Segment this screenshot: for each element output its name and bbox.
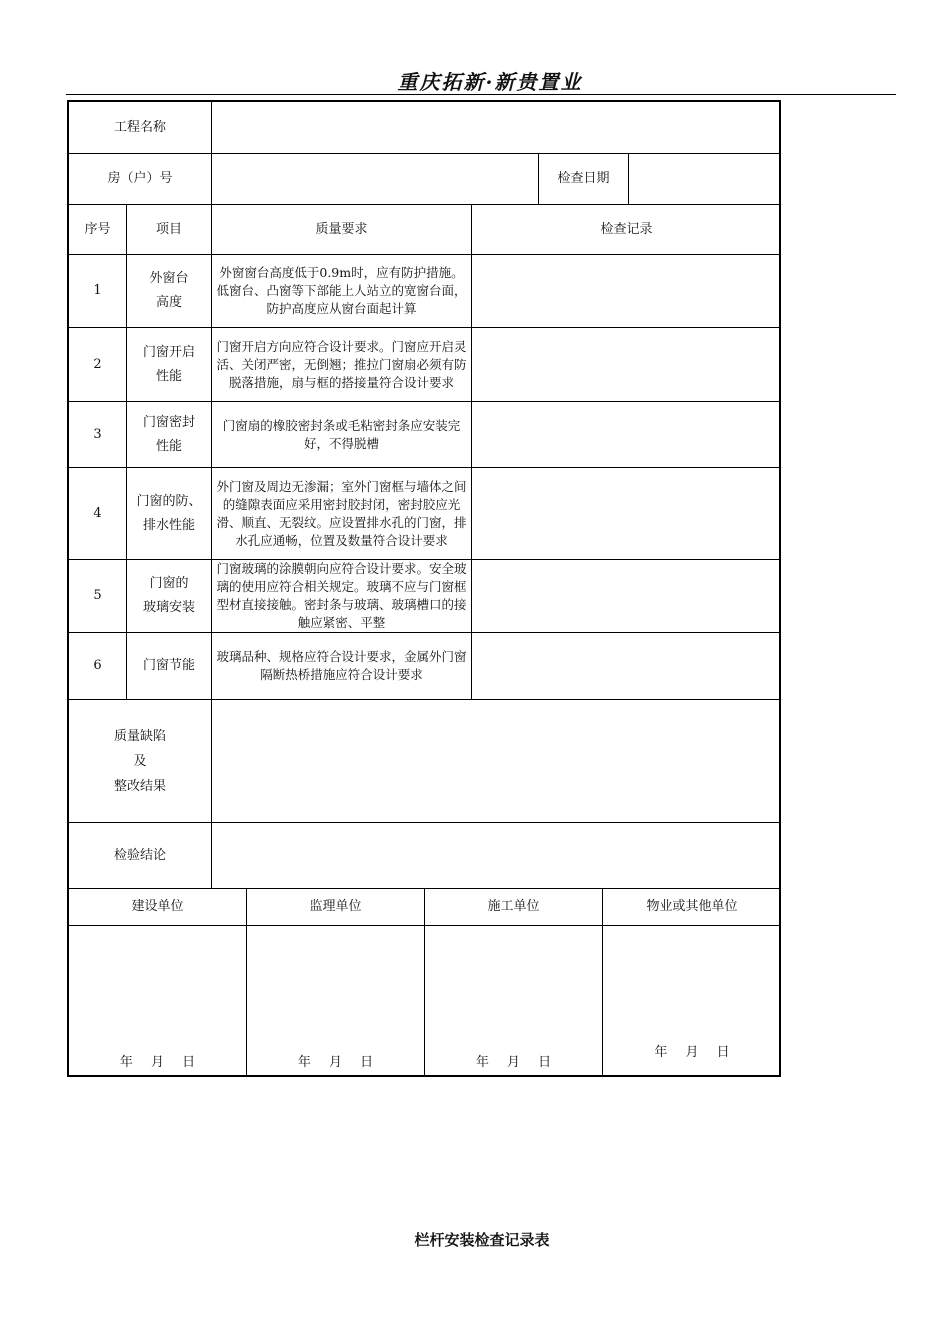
row-1-requirement: 外窗窗台高度低于0.9m时，应有防护措施。低窗台、凸窗等下部能上人站立的宽窗台面，防护高度应从窗台面起计算 (212, 255, 472, 328)
row-4-record[interactable] (472, 468, 781, 560)
row-2-item-line2: 性能 (155, 368, 182, 384)
row-1-item-line2: 高度 (155, 295, 182, 310)
row-1-item-line1: 外窗台 (149, 271, 189, 286)
row-3-requirement: 门窗扇的橡胶密封条或毛粘密封条应安装完好，不得脱槽 (212, 402, 472, 468)
signature-date-contractor: 年 月 日 (475, 1055, 552, 1070)
conclusion-label: 检验结论 (69, 823, 212, 889)
signatory-label-owner: 建设单位 (69, 889, 247, 926)
column-header-no: 序号 (69, 205, 127, 255)
date-label: 检查日期 (539, 154, 629, 205)
signature-box-supervisor[interactable] (247, 926, 425, 1075)
defects-field[interactable] (212, 700, 781, 823)
row-6-item: 门窗节能 (127, 633, 212, 700)
row-4-item-line1: 门窗的防、 (136, 493, 202, 509)
row-3-item-line2: 性能 (155, 438, 182, 454)
row-3-no: 3 (69, 402, 127, 468)
header-title: 重庆拓新·新贵置业 (397, 70, 583, 94)
defects-label-line2: 及 (133, 753, 147, 769)
row-3-record[interactable] (472, 402, 781, 468)
row-1-no: 1 (69, 255, 127, 328)
row-5-item-line1: 门窗的 (149, 576, 189, 591)
project-name-label: 工程名称 (69, 102, 212, 154)
signatory-label-contractor: 施工单位 (425, 889, 603, 926)
defects-label-line3: 整改结果 (113, 778, 166, 794)
row-4-item-line2: 排水性能 (142, 517, 195, 533)
inspection-form (67, 100, 781, 1077)
row-2-item-line1: 门窗开启 (142, 344, 195, 360)
row-5-requirement: 门窗玻璃的涂膜朝向应符合设计要求。安全玻璃的使用应符合相关规定。玻璃不应与门窗框型材直接接触。密封条与玻璃、玻璃槽口的接触应紧密、平整 (212, 560, 472, 633)
column-header-item: 项目 (127, 205, 212, 255)
project-name-field[interactable] (212, 102, 781, 154)
row-6-record[interactable] (472, 633, 781, 700)
row-5-record[interactable] (472, 560, 781, 633)
defects-label (69, 700, 212, 823)
unit-label: 房（户）号 (69, 154, 212, 205)
signature-box-contractor[interactable] (425, 926, 603, 1075)
row-4-item (127, 468, 212, 560)
header-rule (66, 94, 896, 95)
row-4-requirement: 外门窗及周边无渗漏；室外门窗框与墙体之间的缝隙表面应采用密封胶封闭，密封胶应光滑、顺直、无裂纹。应设置排水孔的门窗，排水孔应通畅，位置及数量符合设计要求 (212, 468, 472, 560)
row-6-requirement: 玻璃品种、规格应符合设计要求，金属外门窗隔断热桥措施应符合设计要求 (212, 633, 472, 700)
row-5-item (127, 560, 212, 633)
row-2-item (127, 328, 212, 402)
signature-date-supervisor: 年 月 日 (297, 1055, 374, 1070)
signature-box-owner[interactable] (69, 926, 247, 1075)
row-1-record[interactable] (472, 255, 781, 328)
row-4-no: 4 (69, 468, 127, 560)
signatory-label-supervisor: 监理单位 (247, 889, 425, 926)
column-header-requirement: 质量要求 (212, 205, 472, 255)
conclusion-field[interactable] (212, 823, 781, 889)
signature-date-owner: 年 月 日 (119, 1055, 196, 1070)
next-form-title: 栏杆安装检查记录表 (414, 1231, 550, 1249)
row-3-item (127, 402, 212, 468)
date-field[interactable] (629, 154, 781, 205)
unit-field[interactable] (212, 154, 539, 205)
signature-date-property: 年 月 日 (654, 1045, 730, 1060)
defects-label-line1: 质量缺陷 (113, 728, 166, 744)
row-5-no: 5 (69, 560, 127, 633)
row-5-item-line2: 玻璃安装 (142, 600, 195, 615)
row-2-requirement: 门窗开启方向应符合设计要求。门窗应开启灵活、关闭严密，无倒翘；推拉门窗扇必须有防脱落措施，扇与框的搭接量符合设计要求 (212, 328, 472, 402)
row-6-no: 6 (69, 633, 127, 700)
row-2-record[interactable] (472, 328, 781, 402)
row-2-no: 2 (69, 328, 127, 402)
row-1-item (127, 255, 212, 328)
signatory-label-property: 物业或其他单位 (603, 889, 781, 926)
row-3-item-line1: 门窗密封 (142, 414, 195, 430)
signature-box-property[interactable] (603, 926, 781, 1075)
column-header-record: 检查记录 (472, 205, 781, 255)
